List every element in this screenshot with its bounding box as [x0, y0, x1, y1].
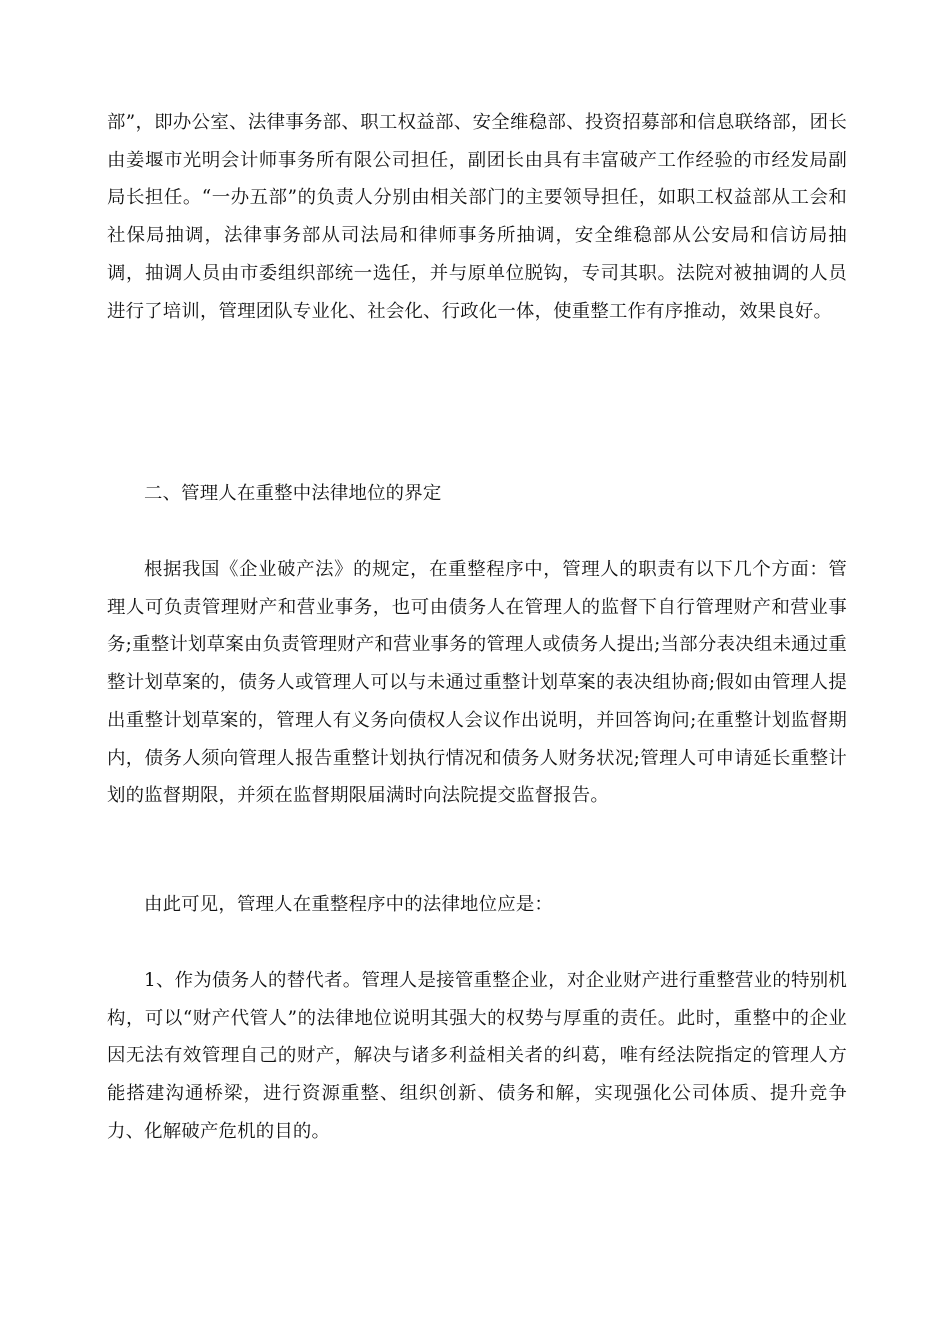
section-heading-legal-status: 二、管理人在重整中法律地位的界定 — [144, 483, 442, 504]
paragraph-point-one-substitute: 1、作为债务人的替代者。管理人是接管重整企业，对企业财产进行重整营业的特别机构，可以“财产代管人”的法律地位说明其强大的权势与厚重的责任。此时，重整中的企业因无法有效管理自己的财产，解决与诸多利益相关者的纠葛，唯有经法院指定的管理人方能搭建沟通桥梁，进行资源重整、组织创新、债务和解，实现强化公司体质、提升竞争力、化解破产危机的目的。 — [107, 970, 847, 1142]
paragraph-administrator-duties: 根据我国《企业破产法》的规定，在重整程序中，管理人的职责有以下几个方面：管理人可负责管理财产和营业事务，也可由债务人在管理人的监督下自行管理财产和营业事务;重整计划草案由负责管理财产和营业事务的管理人或债务人提出;当部分表决组未通过重整计划草案的，债务人或管理人可以与未通过重整计划草案的表决组协商;假如由管理人提出重整计划草案的，管理人有义务向债权人会议作出说明，并回答询问;在重整计划监督期内，债务人须向管理人报告重整计划执行情况和债务人财务状况;管理人可申请延长重整计划的监督期限，并须在监督期限届满时向法院提交监督报告。 — [107, 559, 847, 807]
paragraph-continued-team-structure: 部”，即办公室、法律事务部、职工权益部、安全维稳部、投资招募部和信息联络部，团长由姜堰市光明会计师事务所有限公司担任，副团长由具有丰富破产工作经验的市经发局副局长担任。“一办五部”的负责人分别由相关部门的主要领导担任，如职工权益部从工会和社保局抽调，法律事务部从司法局和律师事务所抽调，安全维稳部从公安局和信访局抽调，抽调人员由市委组织部统一选任，并与原单位脱钩，专司其职。法院对被抽调的人员进行了培训，管理团队专业化、社会化、行政化一体，使重整工作有序推动，效果良好。 — [107, 112, 847, 322]
paragraph-conclusion-intro: 由此可见，管理人在重整程序中的法律地位应是： — [144, 894, 553, 915]
